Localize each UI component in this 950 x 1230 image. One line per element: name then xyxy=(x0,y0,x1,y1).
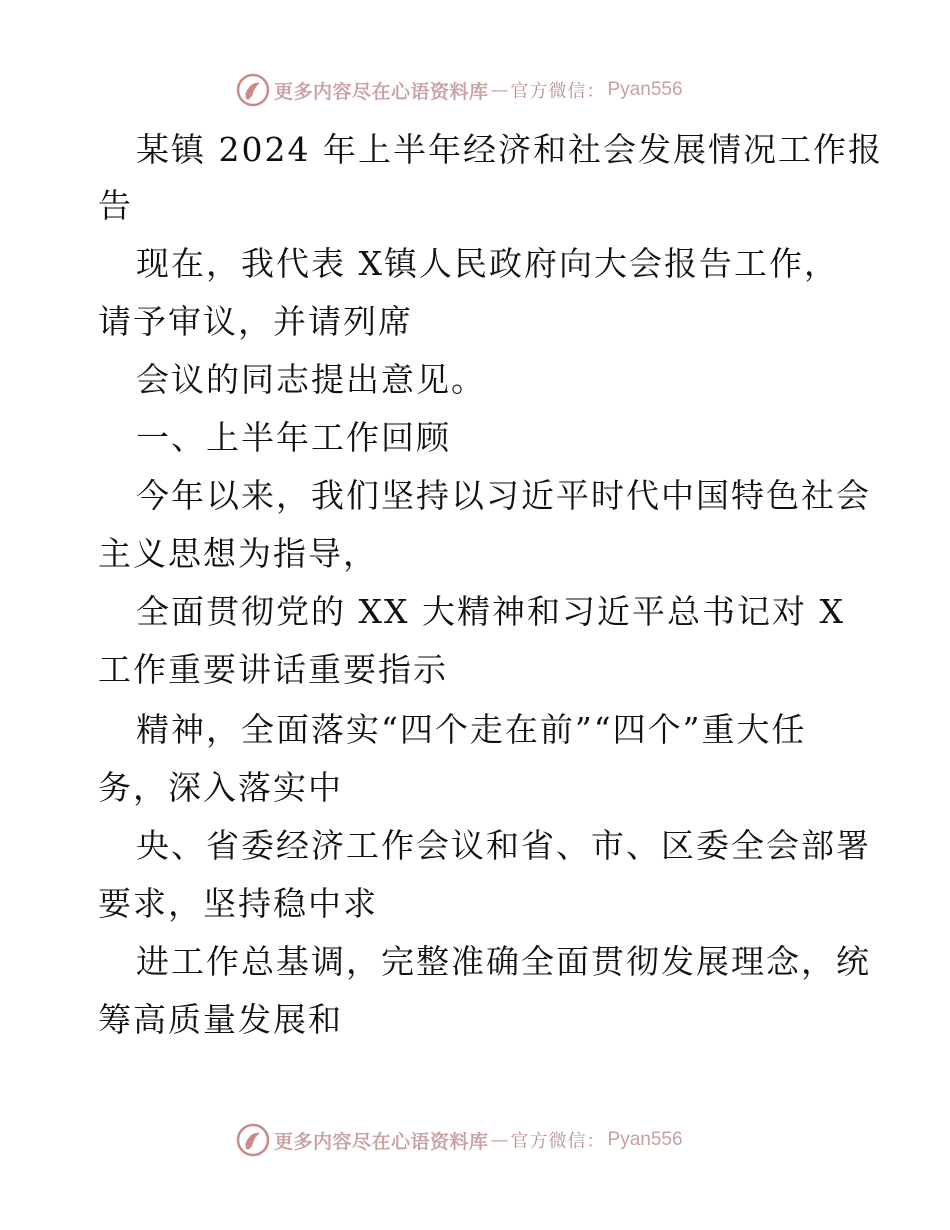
banner-separator: — xyxy=(490,1129,509,1151)
paragraph-line: 主义思想为指导， xyxy=(98,534,378,573)
title-line-1: 某镇 2024 年上半年经济和社会发展情况工作报 xyxy=(136,130,883,169)
banner-wechat-id: Pyan556 xyxy=(607,1129,683,1150)
header-banner xyxy=(236,72,683,108)
section-heading: 一、上半年工作回顾 xyxy=(136,418,451,457)
paragraph-line: 精神，全面落实“四个走在前”“四个”重大任 xyxy=(136,710,807,749)
paragraph-line: 现在，我代表 X镇人民政府向大会报告工作， xyxy=(136,244,839,283)
paragraph-line: 央、省委经济工作会议和省、市、区委全会部署 xyxy=(136,826,871,865)
paragraph-line: 务，深入落实中 xyxy=(98,768,343,807)
footer-banner xyxy=(236,1122,683,1158)
seal-logo-icon xyxy=(236,1123,270,1157)
banner-official-label: 官方微信： xyxy=(510,81,606,102)
paragraph-line: 要求，坚持稳中求 xyxy=(98,884,378,923)
paragraph-line: 进工作总基调，完整准确全面贯彻发展理念，统 xyxy=(136,942,871,981)
title-line-2: 告 xyxy=(98,186,133,225)
banner-wechat-id: Pyan556 xyxy=(607,79,683,100)
banner-official-label: 官方微信： xyxy=(510,1131,606,1152)
paragraph-line: 全面贯彻党的 XX 大精神和习近平总书记对 X xyxy=(136,592,845,631)
banner-separator: — xyxy=(490,79,509,101)
paragraph-line: 今年以来，我们坚持以习近平时代中国特色社会 xyxy=(136,476,871,515)
paragraph-line: 筹高质量发展和 xyxy=(98,1000,343,1039)
banner-title: 更多内容尽在心语资料库 xyxy=(274,1130,489,1153)
banner-title: 更多内容尽在心语资料库 xyxy=(274,80,489,103)
paragraph-line: 会议的同志提出意见。 xyxy=(136,360,486,399)
seal-logo-icon xyxy=(236,73,270,107)
paragraph-line: 请予审议，并请列席 xyxy=(98,302,413,341)
paragraph-line: 工作重要讲话重要指示 xyxy=(98,650,448,689)
